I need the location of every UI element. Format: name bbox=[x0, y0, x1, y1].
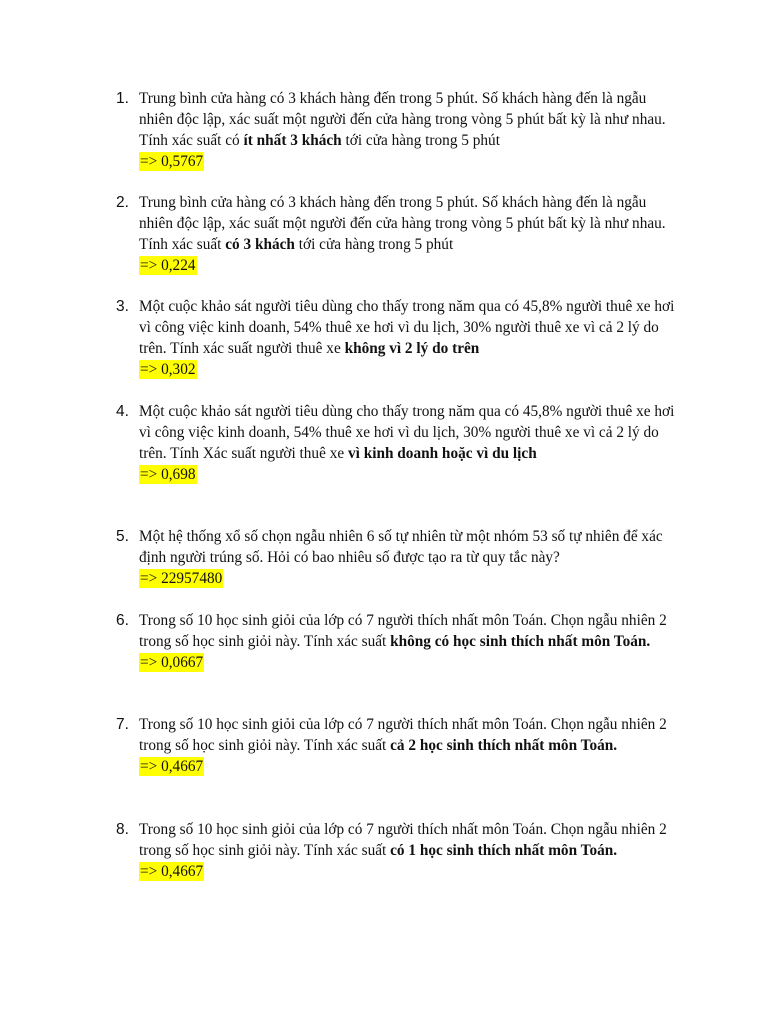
question-text bbox=[139, 526, 679, 568]
item-number: 8. bbox=[116, 821, 129, 838]
item-content bbox=[139, 192, 679, 275]
question-text bbox=[139, 296, 679, 359]
answer-highlight: => 0,0667 bbox=[140, 654, 204, 671]
question-emphasis: ít nhất 3 khách bbox=[243, 132, 342, 149]
question-emphasis: có 1 học sinh thích nhất môn Toán. bbox=[390, 842, 618, 859]
question-tail: tới cửa hàng trong 5 phút bbox=[294, 236, 454, 253]
question-plain: Một hệ thống xổ số chọn ngẫu nhiên 6 số tự nhiên từ một nhóm 53 số tự nhiên để xác định người trúng số. Hỏi có bao nhiêu số được tạo ra từ quy tắc này? bbox=[139, 528, 663, 566]
answer-highlight: => 0,302 bbox=[140, 361, 196, 378]
answer-highlight: => 0,5767 bbox=[140, 153, 204, 170]
question-plain: Trung bình cửa hàng có 3 khách hàng đến trong 5 phút. Số khách hàng đến là ngẫu nhiên độc lập, xác suất một người đến cửa hàng trong vòng 5 phút bất kỳ là như nhau. Tính xác suất bbox=[139, 194, 666, 253]
question-emphasis: có 3 khách bbox=[225, 236, 295, 253]
question-emphasis: cả 2 học sinh thích nhất môn Toán. bbox=[390, 737, 618, 754]
item-number: 3. bbox=[116, 298, 129, 315]
item-number: 1. bbox=[116, 90, 129, 107]
item-number: 5. bbox=[116, 528, 129, 545]
question-tail: tới cửa hàng trong 5 phút bbox=[341, 132, 500, 149]
answer-highlight: => 0,698 bbox=[140, 466, 196, 483]
item-content bbox=[139, 610, 679, 672]
item-content bbox=[139, 526, 679, 588]
question-plain: Trong số 10 học sinh giỏi của lớp có 7 người thích nhất môn Toán. Chọn ngẫu nhiên 2 trong số học sinh giỏi này. Tính xác suất bbox=[139, 716, 667, 754]
question-emphasis: không vì 2 lý do trên bbox=[344, 340, 480, 357]
question-text bbox=[139, 192, 679, 255]
question-plain: Một cuộc khảo sát người tiêu dùng cho thấy trong năm qua có 45,8% người thuê xe hơi vì công việc kinh doanh, 54% thuê xe hơi vì du lịch, 30% người thuê xe vì cả 2 lý do trên. Tính Xác suất người thuê xe bbox=[139, 403, 675, 462]
question-text bbox=[139, 610, 679, 652]
item-number: 4. bbox=[116, 403, 129, 420]
question-plain: Trung bình cửa hàng có 3 khách hàng đến trong 5 phút. Số khách hàng đến là ngẫu nhiên độc lập, xác suất một người đến cửa hàng trong vòng 5 phút bất kỳ là như nhau. Tính xác suất có bbox=[139, 90, 666, 149]
question-emphasis: vì kinh doanh hoặc vì du lịch bbox=[347, 445, 537, 462]
answer-highlight: => 0,224 bbox=[140, 257, 196, 274]
item-number: 7. bbox=[116, 716, 129, 733]
question-text bbox=[139, 714, 679, 756]
question-emphasis: không có học sinh thích nhất môn Toán. bbox=[390, 633, 651, 650]
item-content bbox=[139, 819, 679, 881]
question-plain: Trong số 10 học sinh giỏi của lớp có 7 người thích nhất môn Toán. Chọn ngẫu nhiên 2 trong số học sinh giỏi này. Tính xác suất bbox=[139, 821, 667, 859]
question-text bbox=[139, 819, 679, 861]
item-number: 2. bbox=[116, 194, 129, 211]
item-number: 6. bbox=[116, 612, 129, 629]
answer-highlight: => 0,4667 bbox=[140, 863, 204, 880]
item-content bbox=[139, 401, 679, 484]
question-text bbox=[139, 88, 679, 151]
question-plain: Trong số 10 học sinh giỏi của lớp có 7 người thích nhất môn Toán. Chọn ngẫu nhiên 2 trong số học sinh giỏi này. Tính xác suất bbox=[139, 612, 667, 650]
answer-highlight: => 0,4667 bbox=[140, 758, 204, 775]
item-content bbox=[139, 296, 679, 379]
question-plain: Một cuộc khảo sát người tiêu dùng cho thấy trong năm qua có 45,8% người thuê xe hơi vì công việc kinh doanh, 54% thuê xe hơi vì du lịch, 30% người thuê xe vì cả 2 lý do trên. Tính xác suất người thuê xe bbox=[139, 298, 675, 357]
answer-highlight: => 22957480 bbox=[140, 570, 223, 587]
item-content bbox=[139, 88, 679, 171]
item-content bbox=[139, 714, 679, 776]
question-text bbox=[139, 401, 679, 464]
